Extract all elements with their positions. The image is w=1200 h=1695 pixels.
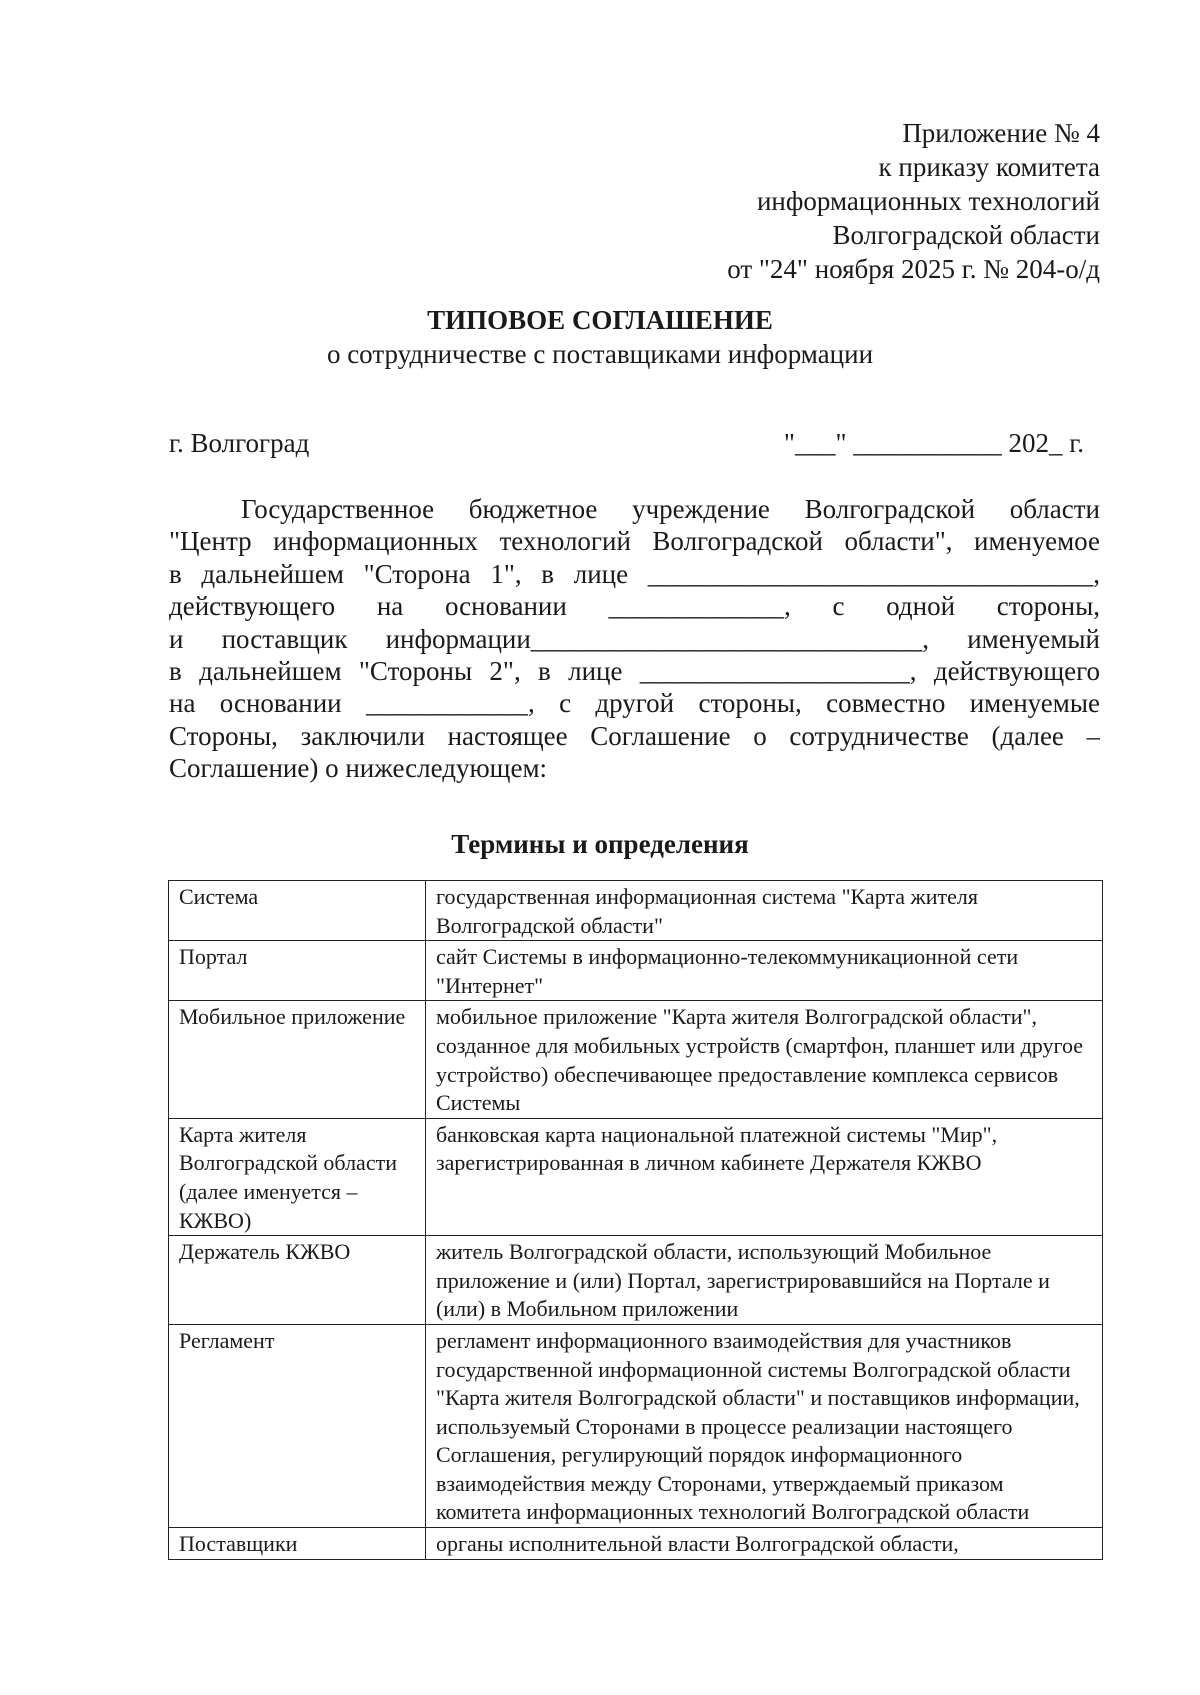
preamble-word: в дальнейшем xyxy=(169,558,344,589)
preamble-word: стороны, xyxy=(698,688,802,719)
preamble-word: именуемые xyxy=(969,688,1100,719)
preamble-word: сотрудничестве xyxy=(789,720,969,751)
preamble-word: настоящее xyxy=(447,720,568,751)
terms-table xyxy=(168,880,1103,1560)
preamble-line xyxy=(169,525,1100,557)
preamble-line xyxy=(169,687,1100,719)
preamble-word: области xyxy=(1009,494,1100,524)
preamble-word: именуемое xyxy=(974,526,1100,557)
annex-line: Приложение № 4 xyxy=(902,118,1100,148)
preamble-line xyxy=(169,493,1100,525)
annex-line: к приказу комитета xyxy=(878,152,1100,182)
table-row xyxy=(169,1236,1103,1325)
preamble-word: основании xyxy=(219,688,342,719)
definition-cell: сайт Системы в информационно-телекоммуникационной сети "Интернет" xyxy=(425,941,1102,1001)
annex-line: Волгоградской области xyxy=(832,220,1100,250)
preamble-line xyxy=(169,752,1100,784)
table-row xyxy=(169,1324,1103,1527)
preamble-word: _________________________________, xyxy=(647,558,1100,589)
preamble-word: информационных xyxy=(273,526,478,557)
definition-cell: органы исполнительной власти Волгоградской области, xyxy=(425,1528,1102,1560)
term-cell: Поставщики xyxy=(169,1528,426,1560)
annex-line: от "24" ноября 2025 г. № 204-о/д xyxy=(727,254,1100,284)
term-cell: Регламент xyxy=(169,1324,426,1527)
preamble-word: Волгоградской xyxy=(652,526,823,557)
preamble-word: ____________, xyxy=(365,688,535,719)
preamble-line xyxy=(169,655,1100,687)
preamble-word: совместно xyxy=(826,688,946,719)
preamble-word: действующего xyxy=(169,591,336,622)
preamble-word: основании xyxy=(444,591,567,622)
preamble-word: информации_____________________________, xyxy=(385,623,930,654)
term-cell: Портал xyxy=(169,941,426,1001)
preamble-word: "Центр xyxy=(169,526,252,557)
preamble-word: поставщик xyxy=(221,623,348,654)
place-of-signing: г. Волгоград xyxy=(169,428,310,458)
preamble-word: другой xyxy=(595,688,675,719)
term-cell: Держатель КЖВО xyxy=(169,1236,426,1325)
preamble-word: "Сторона 1", xyxy=(363,558,522,589)
terms-heading: Термины и определения xyxy=(451,829,749,859)
preamble-word: лице xyxy=(573,558,629,589)
preamble-word: одной xyxy=(886,591,956,622)
terms-table-body xyxy=(169,881,1103,1560)
term-cell: Мобильное приложение xyxy=(169,1001,426,1118)
preamble-word: с xyxy=(559,688,572,719)
preamble-word: Соглашение xyxy=(590,720,731,751)
annex-line: информационных технологий xyxy=(756,186,1100,216)
definition-cell: банковская карта национальной платежной системы "Мир", зарегистрированная в личном кабинете Держателя КЖВО xyxy=(425,1118,1102,1235)
preamble-word: в дальнейшем "Стороны 2", в лице ____________________, действующего xyxy=(169,655,1100,686)
preamble-word: с xyxy=(832,591,845,622)
preamble-line xyxy=(169,720,1100,752)
table-row xyxy=(169,1528,1103,1560)
preamble-word: Государственное xyxy=(241,494,435,524)
preamble-word: о xyxy=(753,720,767,751)
table-row xyxy=(169,1118,1103,1235)
definition-cell: мобильное приложение "Карта жителя Волгоградской области", созданное для мобильных устройств (смартфон, планшет или другое устройство) обеспечивающее предоставление комплекса сервисов Системы xyxy=(425,1001,1102,1118)
table-row xyxy=(169,941,1103,1001)
preamble-word: на xyxy=(376,591,404,622)
preamble-word: Стороны, xyxy=(169,720,278,751)
preamble-word: (далее xyxy=(991,720,1064,751)
definition-cell: государственная информационная система "Карта жителя Волгоградской области" xyxy=(425,881,1102,941)
term-cell: Карта жителя Волгоградской области (далее именуется – КЖВО) xyxy=(169,1118,426,1235)
preamble-word: _____________, xyxy=(608,591,791,622)
table-row xyxy=(169,1001,1103,1118)
preamble-word: стороны, xyxy=(996,591,1100,622)
document-subtitle: о сотрудничестве с поставщиками информации xyxy=(326,339,874,369)
preamble-word: заключили xyxy=(300,720,425,751)
preamble-word: Соглашение) о нижеследующем: xyxy=(169,753,548,784)
preamble-line xyxy=(169,558,1100,590)
annex-block xyxy=(727,116,1100,286)
preamble-word: технологий xyxy=(499,526,631,557)
preamble-word: и xyxy=(169,623,184,654)
date-of-signing: "___" ___________ 202_ г. xyxy=(783,428,1084,458)
preamble-word: именуемый xyxy=(967,623,1100,654)
table-row xyxy=(169,881,1103,941)
preamble-line xyxy=(169,623,1100,655)
preamble-word: на xyxy=(169,688,196,719)
document-title: ТИПОВОЕ СОГЛАШЕНИЕ xyxy=(427,305,773,335)
term-cell: Система xyxy=(169,881,426,941)
preamble-word: – xyxy=(1086,720,1100,751)
definition-cell: житель Волгоградской области, использующий Мобильное приложение и (или) Портал, зарегистрировавшийся на Портале и (или) в Мобильном приложении xyxy=(425,1236,1102,1325)
preamble-paragraph xyxy=(169,493,1100,785)
preamble-word: Волгоградской xyxy=(804,494,976,524)
preamble-word: области", xyxy=(844,526,953,557)
preamble-word: бюджетное xyxy=(468,494,598,524)
preamble-word: учреждение xyxy=(632,494,770,524)
definition-cell: регламент информационного взаимодействия для участников государственной информационной системы Волгоградской области "Карта жителя Волгоградской области" и поставщиков информации, используемый Сторонами в процессе реализации настоящего Соглашения, регулирующий порядок информационного взаимодействия между Сторонами, утверждаемый приказом комитета информационных технологий Волгоградской области xyxy=(425,1324,1102,1527)
preamble-word: в xyxy=(541,558,555,589)
preamble-line xyxy=(169,590,1100,622)
